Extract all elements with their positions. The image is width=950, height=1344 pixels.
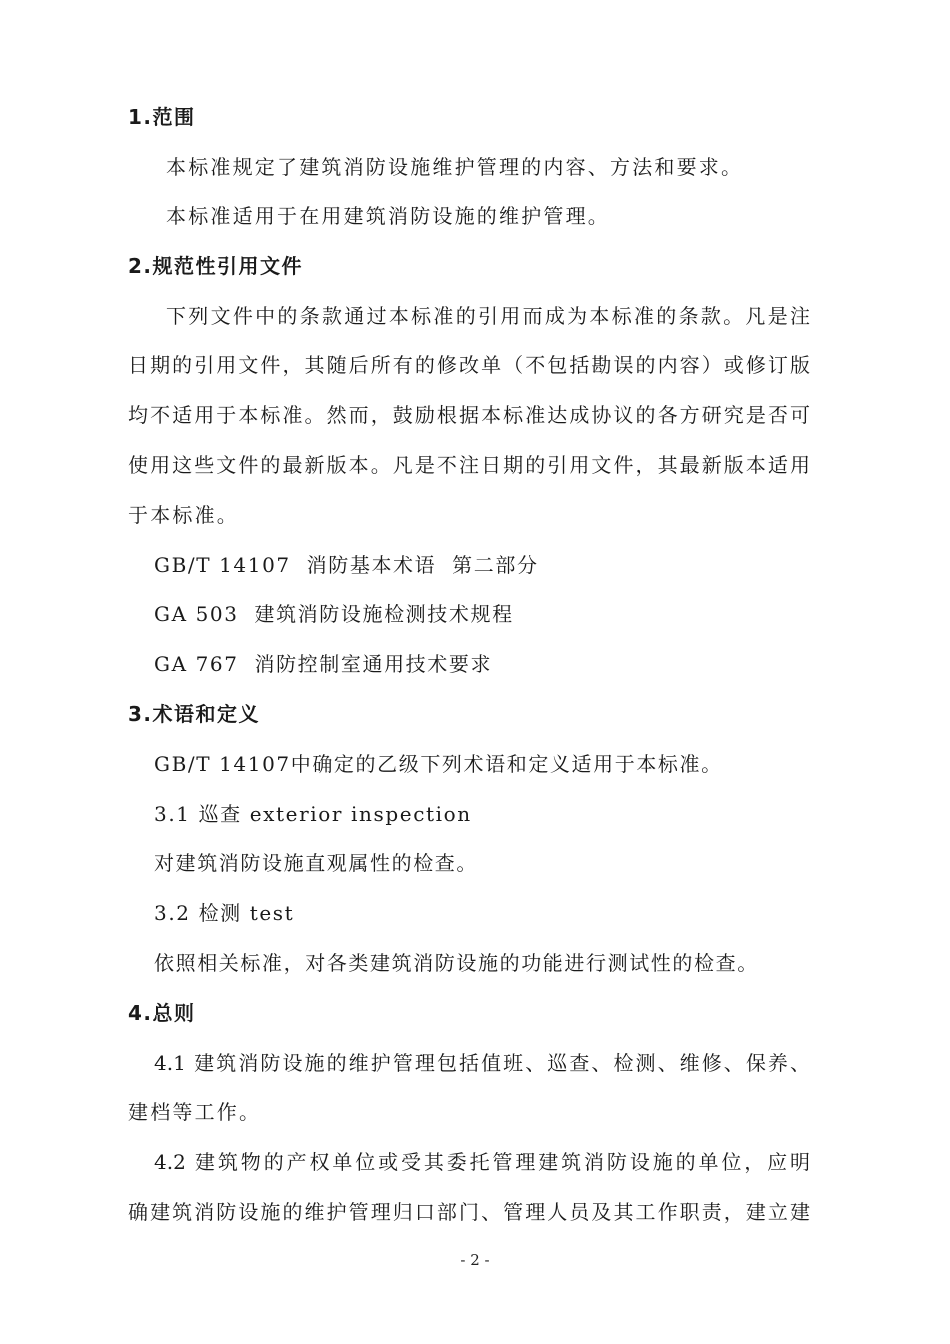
clause-4-1-line: 建档等工作。 [128, 1100, 262, 1124]
term-definition-test: 依照相关标准，对各类建筑消防设施的功能进行测试性的检查。 [154, 951, 759, 975]
paragraph-scope-1: 本标准规定了建筑消防设施维护管理的内容、方法和要求。 [166, 155, 744, 179]
reference-ga-767: GA 767 消防控制室通用技术要求 [154, 652, 493, 676]
section-heading-normative-references: 2.规范性引用文件 [128, 254, 304, 278]
section-heading-general-principles: 4.总则 [128, 1001, 196, 1025]
paragraph-line: 使用这些文件的最新版本。凡是不注日期的引用文件，其最新版本适用 [128, 453, 810, 477]
paragraph-line: 日期的引用文件，其随后所有的修改单（不包括勘误的内容）或修订版 [128, 353, 810, 377]
clause-4-2-line: 确建筑消防设施的维护管理归口部门、管理人员及其工作职责，建立建 [128, 1200, 810, 1224]
clause-4-2-line: 4.2 建筑物的产权单位或受其委托管理建筑消防设施的单位，应明 [154, 1150, 810, 1174]
reference-ga-503: GA 503 建筑消防设施检测技术规程 [154, 602, 514, 626]
section-heading-terms-definitions: 3.术语和定义 [128, 702, 261, 726]
reference-gbt-14107: GB/T 14107 消防基本术语 第二部分 [154, 553, 539, 577]
clause-4-1-line: 4.1 建筑消防设施的维护管理包括值班、巡查、检测、维修、保养、 [154, 1051, 810, 1075]
paragraph-line: 均不适用于本标准。然而，鼓励根据本标准达成协议的各方研究是否可 [128, 403, 810, 427]
paragraph-line: 下列文件中的条款通过本标准的引用而成为本标准的条款。凡是注 [166, 304, 810, 328]
term-title-inspection: 3.1 巡查 exterior inspection [154, 802, 472, 826]
term-title-test: 3.2 检测 test [154, 901, 295, 925]
section-heading-scope: 1.范围 [128, 105, 196, 129]
terms-intro: GB/T 14107中确定的乙级下列术语和定义适用于本标准。 [154, 752, 723, 776]
paragraph-scope-2: 本标准适用于在用建筑消防设施的维护管理。 [166, 204, 610, 228]
term-definition-inspection: 对建筑消防设施直观属性的检查。 [154, 851, 478, 875]
page-number: - 2 - [460, 1251, 490, 1269]
paragraph-line: 于本标准。 [128, 503, 239, 527]
